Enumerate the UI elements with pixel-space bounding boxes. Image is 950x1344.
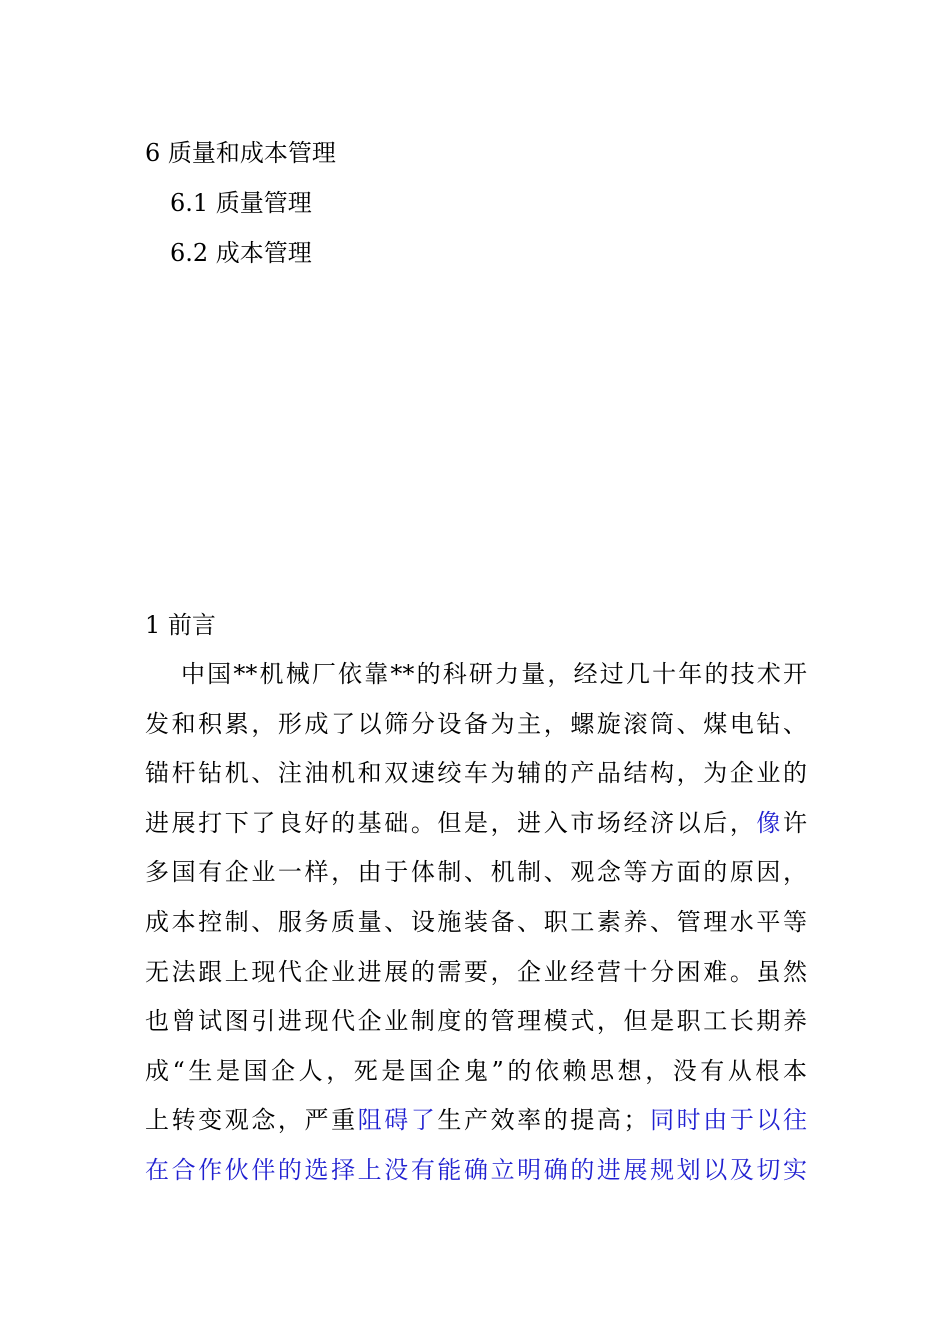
paragraph-line (145, 898, 807, 948)
table-of-contents (145, 128, 336, 278)
text-segment: 无法跟上现代企业进展的需要，企业经营十分困难。虽然 (145, 957, 807, 986)
text-segment: 也曾试图引进现代企业制度的管理模式，但是职工长期养 (145, 1007, 807, 1036)
toc-item-quality-management[interactable]: 6.1 质量管理 (170, 189, 312, 217)
text-segment: 中国**机械厂依靠**的科研力量，经过几十年的技术开 (181, 660, 807, 688)
body-paragraph (145, 650, 807, 1196)
hyperlink-text[interactable]: 阻碍了 (357, 1106, 438, 1135)
paragraph-line (145, 799, 807, 849)
text-segment: 锚杆钻机、注油机和双速绞车为辅的产品结构，为企业的 (145, 759, 807, 788)
toc-item-cost-management[interactable]: 6.2 成本管理 (170, 239, 312, 267)
paragraph-line (145, 997, 807, 1047)
text-segment: 多国有企业一样，由于体制、机制、观念等方面的原因， (145, 858, 807, 887)
paragraph-line (145, 948, 807, 998)
paragraph-line (145, 700, 807, 750)
text-segment: 生产效率的提高； (437, 1106, 648, 1135)
paragraph-line (145, 650, 807, 700)
hyperlink-text[interactable]: 像 (756, 808, 784, 837)
text-segment: 成本控制、服务质量、设施装备、职工素养、管理水平等 (145, 907, 807, 936)
text-segment: 上转变观念，严重 (145, 1106, 358, 1135)
hyperlink-text[interactable]: 在合作伙伴的选择上没有能确立明确的进展规划以及切实 (145, 1155, 807, 1184)
paragraph-line (145, 1146, 807, 1196)
toc-chapter-title: 6 质量和成本管理 (145, 139, 336, 167)
text-segment: 发和积累，形成了以筛分设备为主，螺旋滚筒、煤电钻、 (145, 709, 807, 738)
paragraph-line (145, 749, 807, 799)
section-heading: 1 前言 (145, 611, 216, 639)
paragraph-line (145, 1096, 807, 1146)
text-segment: 许 (783, 808, 808, 837)
paragraph-line (145, 848, 807, 898)
hyperlink-text[interactable]: 同时由于以往 (647, 1106, 808, 1135)
text-segment: 进展打下了良好的基础。但是，进入市场经济以后， (145, 808, 757, 837)
paragraph-line (145, 1047, 807, 1097)
text-segment: 成“生是国企人，死是国企鬼”的依赖思想，没有从根本 (145, 1056, 807, 1085)
